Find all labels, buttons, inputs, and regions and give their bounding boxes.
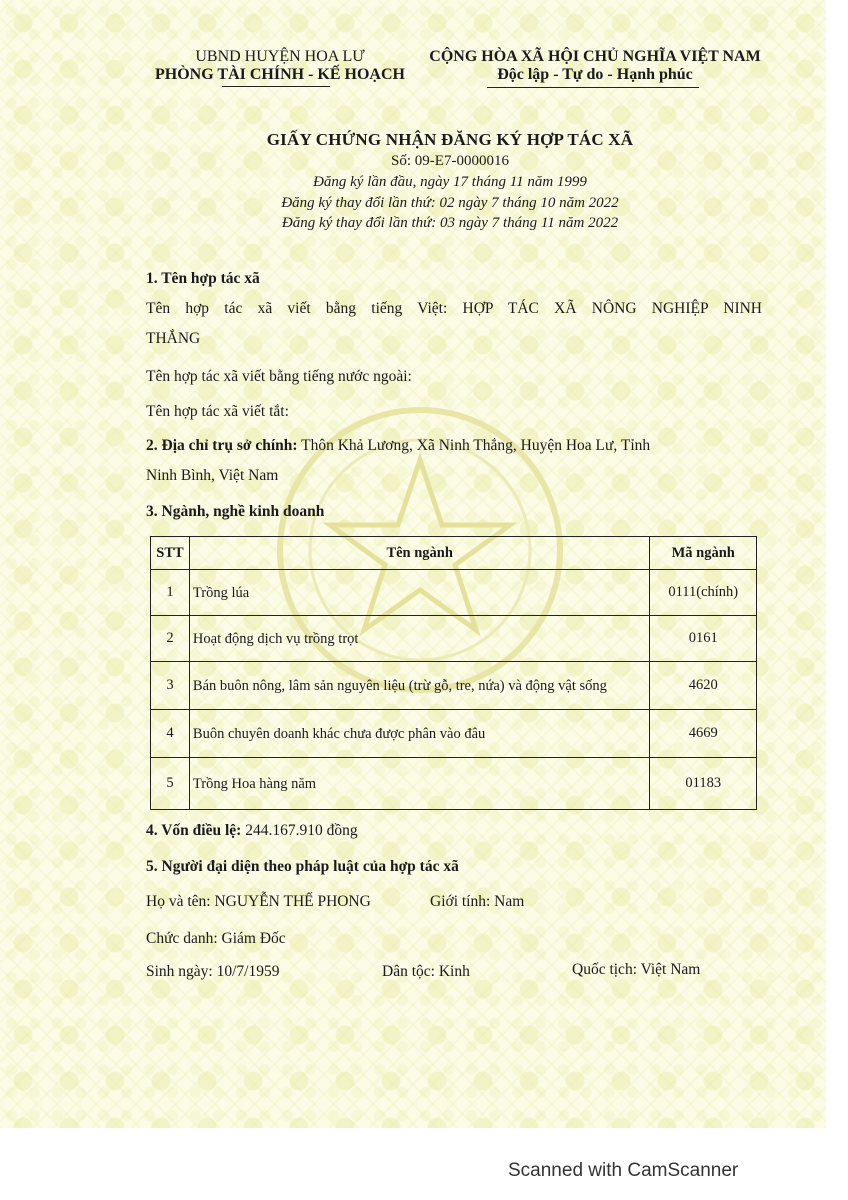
business-lines-table [150, 536, 757, 810]
section4-heading: 4. Vốn điều lệ: [146, 822, 242, 839]
row-stt: 2 [151, 616, 190, 662]
change-registration-2: Đăng ký thay đổi lần thứ: 02 ngày 7 tháng 10 năm 2022 [281, 195, 619, 211]
representative-name: Họ và tên: NGUYỄN THẾ PHONG [146, 893, 371, 910]
section1-heading: 1. Tên hợp tác xã [146, 270, 260, 287]
row-name: Buôn chuyên doanh khác chưa được phân vào đâu [189, 710, 650, 758]
representative-nationality: Quốc tịch: Việt Nam [572, 961, 701, 978]
row-name: Trồng Hoa hàng năm [189, 758, 650, 810]
row-stt: 4 [151, 710, 190, 758]
country-name: CỘNG HÒA XÃ HỘI CHỦ NGHĨA VIỆT NAM [429, 48, 761, 65]
section3-heading: 3. Ngành, nghề kinh doanh [146, 503, 325, 520]
national-header [420, 48, 770, 84]
row-name: Hoạt động dịch vụ trồng trọt [189, 616, 650, 662]
address-line1 [146, 437, 650, 455]
foreign-name: Tên hợp tác xã viết bằng tiếng nước ngoài: [146, 368, 412, 385]
col-stt: STT [151, 537, 190, 570]
short-name: Tên hợp tác xã viết tắt: [146, 403, 289, 420]
motto-underline [487, 87, 699, 88]
table-row [151, 570, 757, 616]
representative-gender: Giới tính: Nam [430, 893, 525, 910]
scanner-watermark: Scanned with CamScanner [508, 1160, 739, 1181]
col-code: Mã ngành [650, 537, 757, 570]
section2-heading: 2. Địa chỉ trụ sở chính: [146, 437, 298, 454]
address-text: Thôn Khả Lương, Xã Ninh Thắng, Huyện Hoa Lư, Tỉnh [297, 437, 651, 454]
certificate-number: Số: 09-E7-0000016 [391, 153, 509, 169]
charter-capital-value: 244.167.910 đồng [241, 822, 358, 839]
finance-department: PHÒNG TÀI CHÍNH - KẾ HOẠCH [155, 66, 405, 83]
document-title: GIẤY CHỨNG NHẬN ĐĂNG KÝ HỢP TÁC XÃ [266, 130, 634, 149]
authority-underline [222, 86, 330, 87]
row-stt: 5 [151, 758, 190, 810]
table-header-row [151, 537, 757, 570]
table-row [151, 662, 757, 710]
representative-dob: Sinh ngày: 10/7/1959 [146, 963, 280, 980]
vietnamese-name-line2: THẮNG [146, 330, 201, 347]
national-motto: Độc lập - Tự do - Hạnh phúc [497, 66, 693, 83]
row-stt: 3 [151, 662, 190, 710]
row-code: 4669 [650, 710, 757, 758]
representative-ethnicity: Dân tộc: Kinh [382, 963, 470, 980]
row-name: Trồng lúa [189, 570, 650, 616]
section5-heading: 5. Người đại diện theo pháp luật của hợp tác xã [146, 858, 459, 875]
representative-title: Chức danh: Giám Đốc [146, 930, 286, 947]
row-code: 0111(chính) [650, 570, 757, 616]
table-row [151, 710, 757, 758]
col-name: Tên ngành [189, 537, 650, 570]
first-registration: Đăng ký lần đầu, ngày 17 tháng 11 năm 1999 [313, 174, 587, 190]
table-row [151, 758, 757, 810]
row-code: 01183 [650, 758, 757, 810]
row-code: 0161 [650, 616, 757, 662]
change-registration-3: Đăng ký thay đổi lần thứ: 03 ngày 7 tháng 11 năm 2022 [281, 215, 619, 231]
address-line2: Ninh Bình, Việt Nam [146, 467, 279, 484]
vietnamese-name-line1: Tên hợp tác xã viết bằng tiếng Việt: HỢP TÁC XÃ NÔNG NGHIỆP NINH [146, 300, 762, 317]
row-name: Bán buôn nông, lâm sản nguyên liệu (trừ gỗ, tre, nứa) và động vật sống [189, 662, 650, 710]
district-committee: UBND HUYỆN HOA LƯ [195, 48, 365, 65]
table-row [151, 616, 757, 662]
issuing-authority [150, 48, 410, 84]
row-code: 4620 [650, 662, 757, 710]
charter-capital [146, 822, 358, 840]
row-stt: 1 [151, 570, 190, 616]
